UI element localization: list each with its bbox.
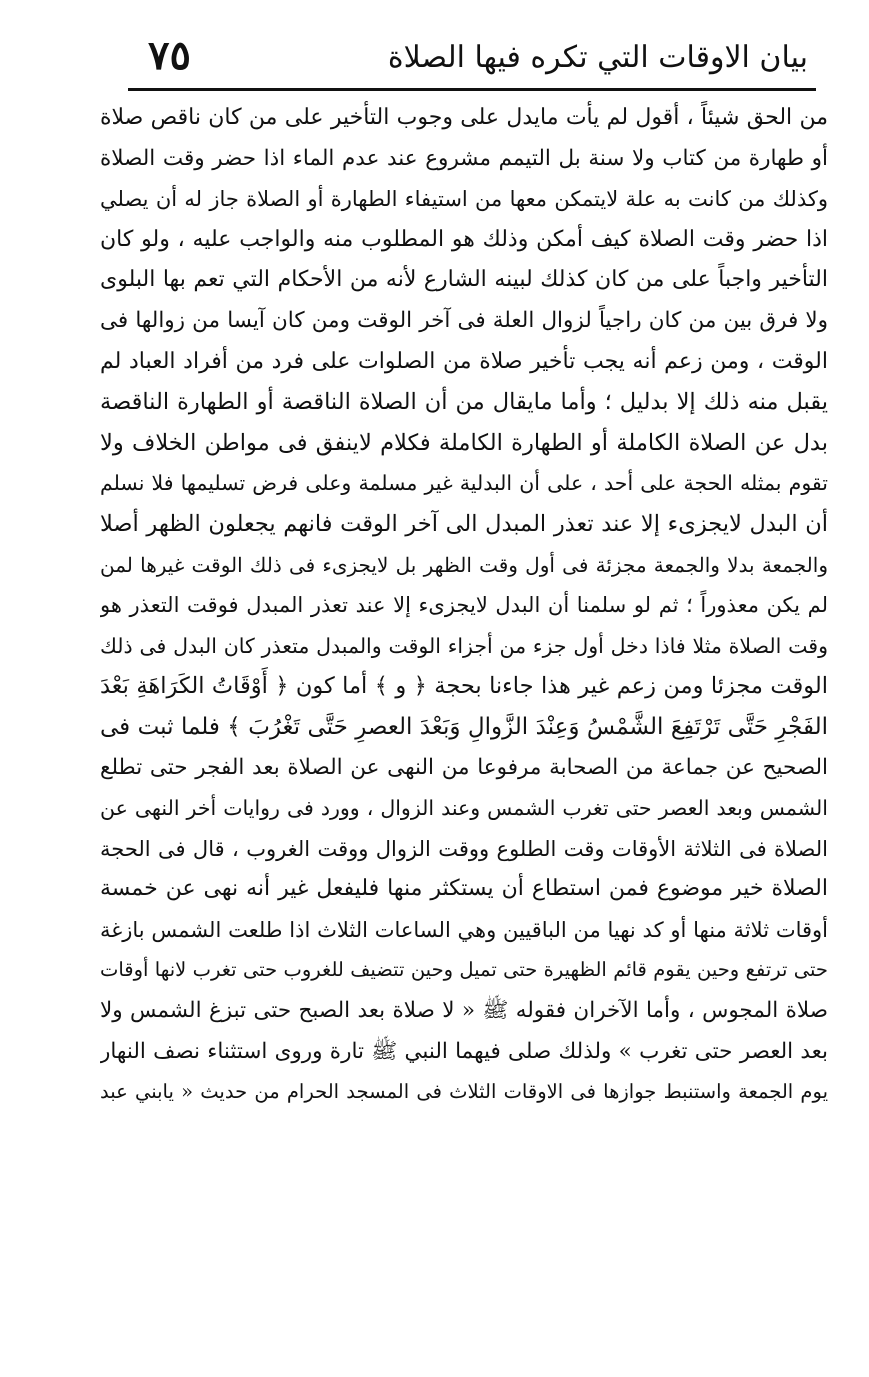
text-line: الصحيح عن جماعة من الصحابة مرفوعا من النهى عن الصلاة بعد الفجر حتى تطلع <box>100 754 828 780</box>
text-line: حتى ترتفع وحين يقوم قائم الظهيرة حتى تميل وحين تتضيف للغروب حتى تغرب لانها أوقات <box>100 958 828 982</box>
text-line: أو طهارة من كتاب ولا سنة بل التيمم مشروع عند عدم الماء اذا حضر وقت الصلاة <box>100 145 828 171</box>
text-line: من الحق شيئاً ، أقول لم يأت مايدل على وجوب التأخير على من كان ناقص صلاة <box>100 105 828 130</box>
text-line: الصلاة خير موضوع فمن استطاع أن يستكثر منها فليفعل غير أنه نهى عن خمسة <box>100 876 828 902</box>
page-number: ٧٥ <box>148 32 191 79</box>
body-text <box>100 98 828 1113</box>
text-line: التأخير واجباً على من كان كذلك لبينه الشارع لأنه من الأحكام التي تعم بها البلوى <box>100 267 828 293</box>
text-line: بعد العصر حتى تغرب » ولذلك صلى فيهما النبي ﷺ تارة وروى استثناء نصف النهار <box>100 1038 828 1064</box>
text-line: الفَجْرِ حَتَّى تَرْتَفِعَ الشَّمْسُ وَعِنْدَ الزَّوالِ وَبَعْدَ العصرِ حَتَّى تَغْرُبَ ﴾ فلما ثبت فى <box>100 713 828 740</box>
text-line: اذا حضر وقت الصلاة كيف أمكن وذلك هو المطلوب منه والواجب عليه ، ولو كان <box>100 226 828 252</box>
text-line: يوم الجمعة واستنبط جوازها فى الاوقات الثلاث فى المسجد الحرام من حديث « يابني عبد <box>100 1080 828 1104</box>
text-line: الوقت ، ومن زعم أنه يجب تأخير صلاة من الصلوات على فرد من أفراد العباد لم <box>100 348 828 374</box>
text-line: لم يكن معذوراً ؛ ثم لو سلمنا أن البدل لايجزىء إلا عند تعذر المبدل فوقت التعذر هو <box>100 593 828 618</box>
header-divider <box>128 88 816 91</box>
text-line: تقوم بمثله الحجة على أحد ، على أن البدلية غير مسلمة وعلى فرض تسليمها فلا نسلم <box>100 471 828 496</box>
text-line: الشمس وبعد العصر حتى تغرب الشمس وعند الزوال ، وورد فى روايات أخر النهى عن <box>100 796 828 821</box>
text-line: أن البدل لايجزىء إلا عند تعذر المبدل الى آخر الوقت فانهم يجعلون الظهر أصلا <box>100 510 828 537</box>
running-title: بيان الاوقات التي تكره فيها الصلاة <box>387 40 808 75</box>
text-line: وقت الصلاة مثلا فاذا دخل أول جزء من أجزاء الوقت والمبدل متعذر كان البدل فى ذلك <box>100 633 828 658</box>
text-line: الصلاة فى الثلاثة الأوقات وقت الطلوع ووقت الزوال ووقت الغروب ، قال فى الحجة <box>100 836 828 861</box>
text-line: صلاة المجوس ، وأما الآخران فقوله ﷺ « لا صلاة بعد الصبح حتى تبزغ الشمس ولا <box>100 998 828 1024</box>
page-header <box>128 28 808 90</box>
text-line: والجمعة بدلا والجمعة مجزئة فى أول وقت الظهر بل لايجزىء فى ذلك الوقت غيرها لمن <box>100 552 828 577</box>
text-line: الوقت مجزئا ومن زعم غير هذا جاءنا بحجة ﴿ و ﴾ أما كون ﴿ أَوْقَاتُ الكَرَاهَةِ بَعْدَ <box>100 673 828 700</box>
text-line: يقبل منه ذلك إلا بدليل ؛ وأما مايقال من أن الصلاة الناقصة أو الطهارة الناقصة <box>100 389 828 416</box>
text-line: بدل عن الصلاة الكاملة أو الطهارة الكاملة فكلام لاينفق فى مواطن الخلاف ولا <box>100 429 828 456</box>
text-line: وكذلك من كانت به علة لايتمكن معها من استيفاء الطهارة أو الصلاة جاز له أن يصلي <box>100 187 828 212</box>
text-line: أوقات ثلاثة منها أو كد نهيا من الباقيين وهي الساعات الثلاث اذا طلعت الشمس بازغة <box>100 917 828 942</box>
text-line: ولا فرق بين من كان راجياً لزوال العلة فى آخر الوقت ومن كان آيسا من زوالها فى <box>100 307 828 333</box>
